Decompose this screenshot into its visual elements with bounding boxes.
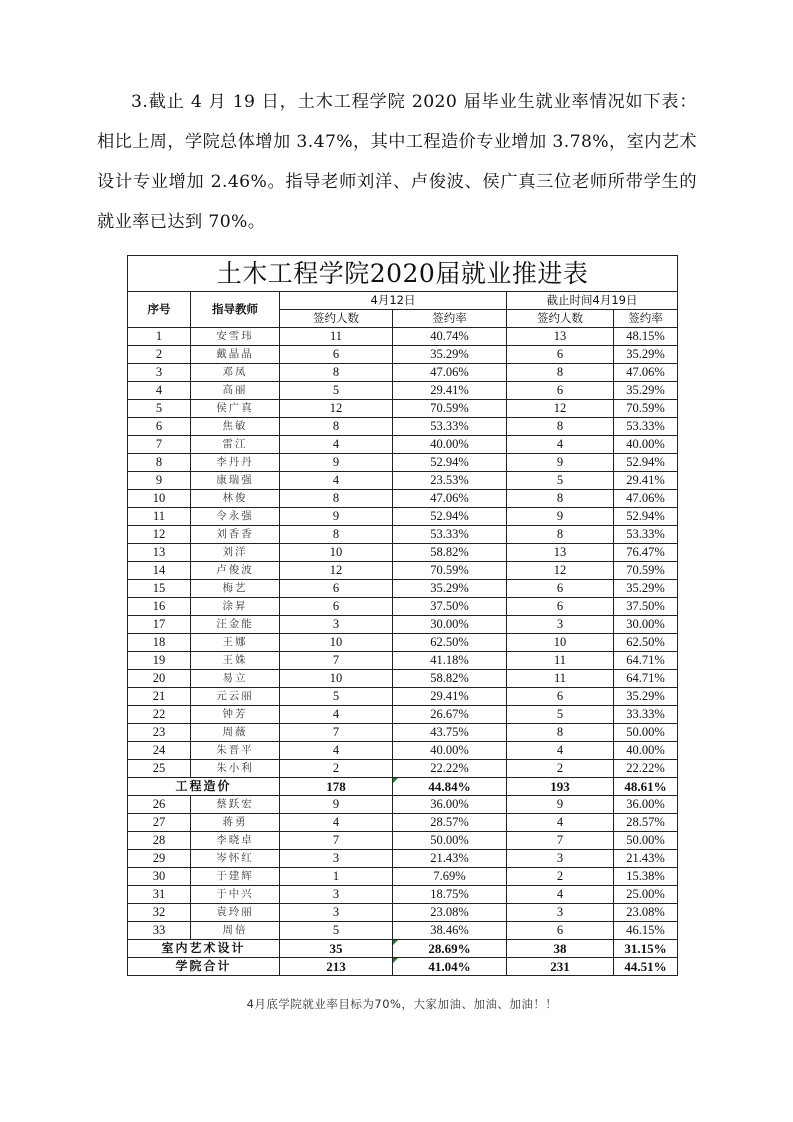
table-row [128, 454, 678, 472]
signed-apr19: 2 [507, 868, 614, 886]
rate-apr19: 52.94% [614, 454, 678, 472]
signed-apr19: 12 [507, 562, 614, 580]
rate-apr12: 43.75% [393, 724, 507, 742]
teacher-name: 刘洋 [191, 544, 280, 562]
teacher-name: 王姝 [191, 652, 280, 670]
teacher-name: 汪金能 [191, 616, 280, 634]
signed-apr12: 5 [280, 922, 393, 940]
signed-apr12: 4 [280, 436, 393, 454]
table-row [128, 706, 678, 724]
teacher-name: 李晓卓 [191, 832, 280, 850]
signed-apr19: 6 [507, 922, 614, 940]
teacher-name: 袁玲丽 [191, 904, 280, 922]
row-index: 12 [128, 526, 191, 544]
table-row [128, 796, 678, 814]
rate-apr12: 47.06% [393, 364, 507, 382]
row-index: 5 [128, 400, 191, 418]
header-teacher: 指导教师 [191, 292, 280, 328]
signed-apr19: 9 [507, 508, 614, 526]
subtotal-signed-apr19: 193 [507, 778, 614, 796]
teacher-name: 邓凤 [191, 364, 280, 382]
table-row [128, 886, 678, 904]
signed-apr12: 8 [280, 490, 393, 508]
row-index: 32 [128, 904, 191, 922]
header-signed-2: 签约人数 [507, 310, 614, 328]
table-row [128, 598, 678, 616]
signed-apr19: 7 [507, 832, 614, 850]
rate-apr19: 37.50% [614, 598, 678, 616]
table-title: 土木工程学院2020届就业推进表 [128, 256, 678, 292]
signed-apr12: 3 [280, 886, 393, 904]
subtotal-label: 室内艺术设计 [128, 940, 280, 958]
subtotal-signed-apr19: 231 [507, 958, 614, 976]
signed-apr12: 9 [280, 454, 393, 472]
rate-apr12: 22.22% [393, 760, 507, 778]
rate-apr12: 7.69% [393, 868, 507, 886]
subtotal-rate-apr19: 44.51% [614, 958, 678, 976]
subtotal-rate-apr12: 41.04% [393, 958, 507, 976]
table-row [128, 562, 678, 580]
header-period-apr19: 截止时间4月19日 [507, 292, 678, 310]
signed-apr12: 4 [280, 472, 393, 490]
error-indicator-icon [393, 940, 398, 945]
rate-apr19: 22.22% [614, 760, 678, 778]
signed-apr12: 7 [280, 724, 393, 742]
signed-apr19: 5 [507, 472, 614, 490]
signed-apr19: 8 [507, 724, 614, 742]
rate-apr19: 21.43% [614, 850, 678, 868]
subtotal-rate-apr19: 31.15% [614, 940, 678, 958]
teacher-name: 于建辉 [191, 868, 280, 886]
table-row [128, 346, 678, 364]
row-index: 31 [128, 886, 191, 904]
summary-paragraph [97, 82, 697, 242]
row-index: 1 [128, 328, 191, 346]
signed-apr12: 2 [280, 760, 393, 778]
rate-apr12: 47.06% [393, 490, 507, 508]
rate-apr12: 70.59% [393, 400, 507, 418]
subtotal-rate-apr12: 28.69% [393, 940, 507, 958]
table-title-row [128, 256, 678, 292]
signed-apr12: 10 [280, 670, 393, 688]
teacher-name: 高丽 [191, 382, 280, 400]
rate-apr19: 35.29% [614, 688, 678, 706]
teacher-name: 元云丽 [191, 688, 280, 706]
table-row [128, 742, 678, 760]
teacher-name: 戴晶晶 [191, 346, 280, 364]
rate-apr12: 38.46% [393, 922, 507, 940]
subtotal-signed-apr12: 213 [280, 958, 393, 976]
teacher-name: 侯广真 [191, 400, 280, 418]
table-row [128, 760, 678, 778]
teacher-name: 焦敏 [191, 418, 280, 436]
rate-apr19: 29.41% [614, 472, 678, 490]
rate-apr12: 50.00% [393, 832, 507, 850]
row-index: 9 [128, 472, 191, 490]
rate-apr19: 47.06% [614, 490, 678, 508]
row-index: 20 [128, 670, 191, 688]
signed-apr12: 10 [280, 634, 393, 652]
teacher-name: 于中兴 [191, 886, 280, 904]
row-index: 24 [128, 742, 191, 760]
rate-apr12: 23.53% [393, 472, 507, 490]
row-index: 16 [128, 598, 191, 616]
signed-apr12: 8 [280, 526, 393, 544]
summary-text: 3.截止 4 月 19 日，土木工程学院 2020 届毕业生就业率情况如下表：相比上周，学院总体增加 3.47%，其中工程造价专业增加 3.78%，室内艺术设计专业增加 2.46%。指导老师刘洋、卢俊波、侯广真三位老师所带学生的就业率已达到 70%。 [97, 92, 697, 232]
signed-apr19: 9 [507, 796, 614, 814]
rate-apr19: 64.71% [614, 670, 678, 688]
teacher-name: 王娜 [191, 634, 280, 652]
signed-apr19: 4 [507, 814, 614, 832]
table-row [128, 544, 678, 562]
row-index: 10 [128, 490, 191, 508]
signed-apr12: 5 [280, 688, 393, 706]
row-index: 6 [128, 418, 191, 436]
teacher-name: 蒋勇 [191, 814, 280, 832]
header-rate-2: 签约率 [614, 310, 678, 328]
header-signed-1: 签约人数 [280, 310, 393, 328]
table-row [128, 436, 678, 454]
signed-apr12: 4 [280, 742, 393, 760]
rate-apr19: 50.00% [614, 724, 678, 742]
rate-apr19: 64.71% [614, 652, 678, 670]
row-index: 13 [128, 544, 191, 562]
rate-apr12: 40.00% [393, 436, 507, 454]
rate-apr12: 37.50% [393, 598, 507, 616]
teacher-name: 李丹丹 [191, 454, 280, 472]
rate-apr12: 18.75% [393, 886, 507, 904]
teacher-name: 蔡跃宏 [191, 796, 280, 814]
signed-apr19: 4 [507, 436, 614, 454]
rate-apr19: 40.00% [614, 436, 678, 454]
header-rate-1: 签约率 [393, 310, 507, 328]
rate-apr19: 25.00% [614, 886, 678, 904]
signed-apr19: 10 [507, 634, 614, 652]
signed-apr12: 7 [280, 652, 393, 670]
teacher-name: 安雪玮 [191, 328, 280, 346]
teacher-name: 周倍 [191, 922, 280, 940]
signed-apr12: 1 [280, 868, 393, 886]
rate-apr12: 28.57% [393, 814, 507, 832]
signed-apr19: 6 [507, 346, 614, 364]
signed-apr12: 3 [280, 616, 393, 634]
row-index: 4 [128, 382, 191, 400]
subtotal-label: 学院合计 [128, 958, 280, 976]
table-row [128, 922, 678, 940]
rate-apr12: 29.41% [393, 382, 507, 400]
row-index: 18 [128, 634, 191, 652]
employment-table [127, 255, 678, 976]
table-row [128, 814, 678, 832]
table-row [128, 364, 678, 382]
rate-apr12: 35.29% [393, 346, 507, 364]
row-index: 14 [128, 562, 191, 580]
rate-apr19: 70.59% [614, 562, 678, 580]
signed-apr19: 8 [507, 364, 614, 382]
signed-apr19: 6 [507, 580, 614, 598]
teacher-name: 刘香香 [191, 526, 280, 544]
signed-apr19: 12 [507, 400, 614, 418]
teacher-name: 梅艺 [191, 580, 280, 598]
rate-apr19: 48.15% [614, 328, 678, 346]
signed-apr12: 4 [280, 814, 393, 832]
table-row [128, 400, 678, 418]
teacher-name: 雷江 [191, 436, 280, 454]
table-row [128, 328, 678, 346]
row-index: 21 [128, 688, 191, 706]
teacher-name: 钟芳 [191, 706, 280, 724]
signed-apr12: 7 [280, 832, 393, 850]
table-row [128, 382, 678, 400]
table-row [128, 868, 678, 886]
signed-apr12: 9 [280, 796, 393, 814]
rate-apr12: 53.33% [393, 418, 507, 436]
subtotal-row-interior-design [128, 940, 678, 958]
row-index: 19 [128, 652, 191, 670]
rate-apr19: 62.50% [614, 634, 678, 652]
signed-apr19: 8 [507, 526, 614, 544]
signed-apr19: 4 [507, 886, 614, 904]
row-index: 26 [128, 796, 191, 814]
signed-apr19: 8 [507, 490, 614, 508]
subtotal-row-cost-engineering [128, 778, 678, 796]
table-row [128, 580, 678, 598]
signed-apr19: 11 [507, 670, 614, 688]
subtotal-signed-apr12: 178 [280, 778, 393, 796]
rate-apr19: 76.47% [614, 544, 678, 562]
row-index: 17 [128, 616, 191, 634]
rate-apr12: 26.67% [393, 706, 507, 724]
table-row [128, 472, 678, 490]
row-index: 30 [128, 868, 191, 886]
error-indicator-icon [393, 958, 398, 963]
teacher-name: 涂昇 [191, 598, 280, 616]
row-index: 8 [128, 454, 191, 472]
rate-apr19: 33.33% [614, 706, 678, 724]
signed-apr12: 10 [280, 544, 393, 562]
signed-apr12: 3 [280, 904, 393, 922]
rate-apr19: 15.38% [614, 868, 678, 886]
teacher-name: 卢俊波 [191, 562, 280, 580]
signed-apr19: 11 [507, 652, 614, 670]
grand-total-row [128, 958, 678, 976]
row-index: 3 [128, 364, 191, 382]
rate-apr19: 35.29% [614, 580, 678, 598]
rate-apr12: 62.50% [393, 634, 507, 652]
table-row [128, 724, 678, 742]
rate-apr19: 47.06% [614, 364, 678, 382]
signed-apr12: 8 [280, 364, 393, 382]
rate-apr19: 70.59% [614, 400, 678, 418]
row-index: 22 [128, 706, 191, 724]
table-row [128, 652, 678, 670]
table-row [128, 634, 678, 652]
teacher-name: 岑怀红 [191, 850, 280, 868]
rate-apr19: 35.29% [614, 382, 678, 400]
row-index: 23 [128, 724, 191, 742]
rate-apr19: 30.00% [614, 616, 678, 634]
rate-apr19: 53.33% [614, 526, 678, 544]
table-row [128, 850, 678, 868]
rate-apr12: 53.33% [393, 526, 507, 544]
signed-apr19: 2 [507, 760, 614, 778]
teacher-name: 周薇 [191, 724, 280, 742]
signed-apr12: 6 [280, 598, 393, 616]
subtotal-signed-apr12: 35 [280, 940, 393, 958]
teacher-name: 林俊 [191, 490, 280, 508]
signed-apr12: 5 [280, 382, 393, 400]
signed-apr19: 3 [507, 616, 614, 634]
rate-apr19: 52.94% [614, 508, 678, 526]
rate-apr12: 58.82% [393, 670, 507, 688]
subtotal-rate-apr12: 44.84% [393, 778, 507, 796]
signed-apr19: 6 [507, 688, 614, 706]
teacher-name: 易立 [191, 670, 280, 688]
signed-apr12: 12 [280, 400, 393, 418]
rate-apr12: 41.18% [393, 652, 507, 670]
table-row [128, 508, 678, 526]
signed-apr12: 4 [280, 706, 393, 724]
rate-apr19: 50.00% [614, 832, 678, 850]
subtotal-signed-apr19: 38 [507, 940, 614, 958]
signed-apr12: 6 [280, 346, 393, 364]
table-row [128, 904, 678, 922]
rate-apr19: 46.15% [614, 922, 678, 940]
row-index: 33 [128, 922, 191, 940]
rate-apr12: 40.74% [393, 328, 507, 346]
signed-apr19: 13 [507, 328, 614, 346]
table-row [128, 418, 678, 436]
signed-apr12: 11 [280, 328, 393, 346]
table-row [128, 670, 678, 688]
teacher-name: 康瑞强 [191, 472, 280, 490]
row-index: 28 [128, 832, 191, 850]
signed-apr19: 8 [507, 418, 614, 436]
header-row-1 [128, 292, 678, 310]
rate-apr12: 70.59% [393, 562, 507, 580]
rate-apr19: 40.00% [614, 742, 678, 760]
row-index: 27 [128, 814, 191, 832]
row-index: 25 [128, 760, 191, 778]
signed-apr19: 4 [507, 742, 614, 760]
rate-apr12: 35.29% [393, 580, 507, 598]
row-index: 11 [128, 508, 191, 526]
rate-apr12: 36.00% [393, 796, 507, 814]
signed-apr19: 6 [507, 598, 614, 616]
rate-apr19: 53.33% [614, 418, 678, 436]
signed-apr19: 9 [507, 454, 614, 472]
rate-apr12: 29.41% [393, 688, 507, 706]
signed-apr12: 6 [280, 580, 393, 598]
rate-apr12: 23.08% [393, 904, 507, 922]
table-row [128, 526, 678, 544]
teacher-name: 令永强 [191, 508, 280, 526]
signed-apr12: 9 [280, 508, 393, 526]
signed-apr12: 8 [280, 418, 393, 436]
rate-apr12: 40.00% [393, 742, 507, 760]
signed-apr12: 3 [280, 850, 393, 868]
error-indicator-icon [393, 778, 398, 783]
signed-apr19: 13 [507, 544, 614, 562]
table-row [128, 832, 678, 850]
teacher-name: 朱小利 [191, 760, 280, 778]
header-index: 序号 [128, 292, 191, 328]
rate-apr19: 28.57% [614, 814, 678, 832]
rate-apr12: 52.94% [393, 508, 507, 526]
rate-apr19: 23.08% [614, 904, 678, 922]
table-row [128, 616, 678, 634]
signed-apr19: 3 [507, 850, 614, 868]
row-index: 2 [128, 346, 191, 364]
rate-apr19: 36.00% [614, 796, 678, 814]
teacher-name: 朱晋平 [191, 742, 280, 760]
table-row [128, 688, 678, 706]
row-index: 7 [128, 436, 191, 454]
signed-apr19: 6 [507, 382, 614, 400]
subtotal-label: 工程造价 [128, 778, 280, 796]
row-index: 15 [128, 580, 191, 598]
footer-note: 4月底学院就业率目标为70%，大家加油、加油、加油！！ [246, 997, 558, 1011]
signed-apr12: 12 [280, 562, 393, 580]
rate-apr12: 52.94% [393, 454, 507, 472]
row-index: 29 [128, 850, 191, 868]
signed-apr19: 3 [507, 904, 614, 922]
header-period-apr12: 4月12日 [280, 292, 507, 310]
rate-apr12: 30.00% [393, 616, 507, 634]
rate-apr12: 21.43% [393, 850, 507, 868]
rate-apr12: 58.82% [393, 544, 507, 562]
rate-apr19: 35.29% [614, 346, 678, 364]
signed-apr19: 5 [507, 706, 614, 724]
subtotal-rate-apr19: 48.61% [614, 778, 678, 796]
table-row [128, 490, 678, 508]
